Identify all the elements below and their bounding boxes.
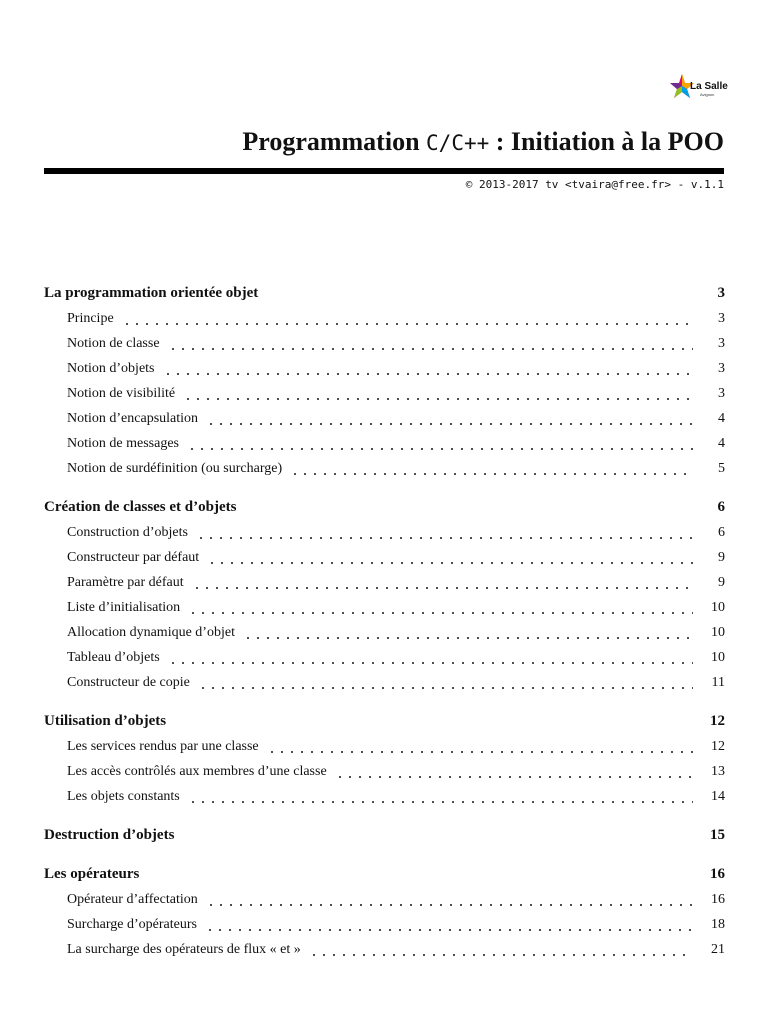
toc-section-title: La programmation orientée objet [44,285,259,301]
toc-entry-page: 4 [718,435,725,451]
toc-dot-leader [205,918,693,932]
toc-entry-page: 13 [711,763,725,779]
toc-entry-title: Notion de classe [67,335,160,351]
logo-subtitle: Avignon [700,92,715,97]
toc-dot-leader [267,740,693,754]
toc-entry-page: 3 [718,360,725,376]
toc-entry-page: 10 [711,624,725,640]
toc-entry-title: Allocation dynamique d’objet [67,624,235,640]
toc-dot-leader [187,437,693,451]
table-of-contents [44,281,725,962]
toc-entry-page: 10 [711,599,725,615]
toc-entry[interactable] [44,620,725,645]
toc-section-title: Utilisation d’objets [44,713,167,729]
toc-entry[interactable] [44,784,725,809]
toc-section[interactable] [44,823,725,848]
toc-entry[interactable] [44,937,725,962]
toc-dot-leader [183,387,693,401]
toc-section-page: 15 [710,827,725,843]
toc-dot-leader [196,526,693,540]
toc-entry[interactable] [44,759,725,784]
toc-entry-title: Notion d’objets [67,360,155,376]
toc-entry[interactable] [44,570,725,595]
toc-entry[interactable] [44,456,725,481]
toc-entry[interactable] [44,734,725,759]
toc-dot-leader [206,412,693,426]
toc-entry-page: 11 [711,674,725,690]
toc-dot-leader [122,312,693,326]
title-prefix: Programmation [242,127,427,156]
toc-dot-leader [243,626,693,640]
toc-dot-leader [207,551,693,565]
toc-section-title: Création de classes et d’objets [44,499,237,515]
toc-entry[interactable] [44,306,725,331]
toc-entry-page: 12 [711,738,725,754]
toc-section[interactable] [44,862,725,887]
toc-entry-title: Liste d’initialisation [67,599,181,615]
toc-entry-title: La surcharge des opérateurs de flux « et » [67,941,301,957]
toc-section-title: Destruction d’objets [44,827,175,843]
toc-entry[interactable] [44,670,725,695]
page-title [242,124,724,161]
toc-entry-page: 10 [711,649,725,665]
copyright-line: © 2013-2017 tv <tvaira@free.fr> - v.1.1 [465,178,724,191]
toc-entry[interactable] [44,645,725,670]
toc-section-page: 3 [717,285,725,301]
toc-entry-title: Tableau d’objets [67,649,160,665]
toc-dot-leader [168,651,693,665]
toc-entry-title: Constructeur par défaut [67,549,200,565]
toc-entry-title: Les accès contrôlés aux membres d’une classe [67,763,327,779]
toc-entry-title: Notion de visibilité [67,385,176,401]
toc-entry-title: Notion de messages [67,435,179,451]
toc-section-page: 16 [710,866,725,882]
toc-entry[interactable] [44,431,725,456]
toc-entry-page: 3 [718,310,725,326]
toc-entry-title: Notion d’encapsulation [67,410,199,426]
toc-entry-title: Principe [67,310,114,326]
toc-entry-page: 3 [718,335,725,351]
title-code: C/C++ [426,131,490,155]
toc-dot-leader [188,790,693,804]
toc-section-title: Les opérateurs [44,866,140,882]
toc-dot-leader [206,893,693,907]
toc-entry-page: 14 [711,788,725,804]
toc-entry[interactable] [44,887,725,912]
toc-entry[interactable] [44,331,725,356]
toc-dot-leader [188,601,693,615]
toc-dot-leader [168,337,693,351]
toc-entry-title: Construction d’objets [67,524,188,540]
toc-dot-leader [290,462,693,476]
toc-dot-leader [309,943,693,957]
toc-entry-page: 4 [718,410,725,426]
toc-dot-leader [198,676,693,690]
toc-entry-page: 18 [711,916,725,932]
toc-entry-page: 5 [718,460,725,476]
toc-section-page: 12 [710,713,725,729]
toc-entry[interactable] [44,545,725,570]
toc-entry-title: Surcharge d’opérateurs [67,916,197,932]
toc-entry[interactable] [44,595,725,620]
toc-entry-page: 9 [718,549,725,565]
toc-entry-page: 9 [718,574,725,590]
toc-dot-leader [163,362,694,376]
toc-entry-title: Paramètre par défaut [67,574,184,590]
toc-dot-leader [335,765,693,779]
toc-entry-page: 3 [718,385,725,401]
toc-dot-leader [192,576,693,590]
toc-section-page: 6 [717,499,725,515]
toc-entry-title: Opérateur d’affectation [67,891,198,907]
toc-section[interactable] [44,709,725,734]
toc-entry-title: Constructeur de copie [67,674,190,690]
toc-entry-title: Les objets constants [67,788,180,804]
toc-entry[interactable] [44,912,725,937]
toc-entry[interactable] [44,520,725,545]
title-rule [44,168,724,174]
title-suffix: : Initiation à la POO [489,127,724,156]
toc-section[interactable] [44,281,725,306]
toc-entry-page: 6 [718,524,725,540]
toc-entry-page: 21 [711,941,725,957]
toc-entry[interactable] [44,356,725,381]
la-salle-logo [668,68,726,112]
toc-entry-title: Notion de surdéfinition (ou surcharge) [67,460,283,476]
toc-entry-title: Les services rendus par une classe [67,738,259,754]
toc-entry[interactable] [44,381,725,406]
toc-section[interactable] [44,495,725,520]
toc-entry-page: 16 [711,891,725,907]
logo-name: La Salle [690,81,728,92]
toc-entry[interactable] [44,406,725,431]
